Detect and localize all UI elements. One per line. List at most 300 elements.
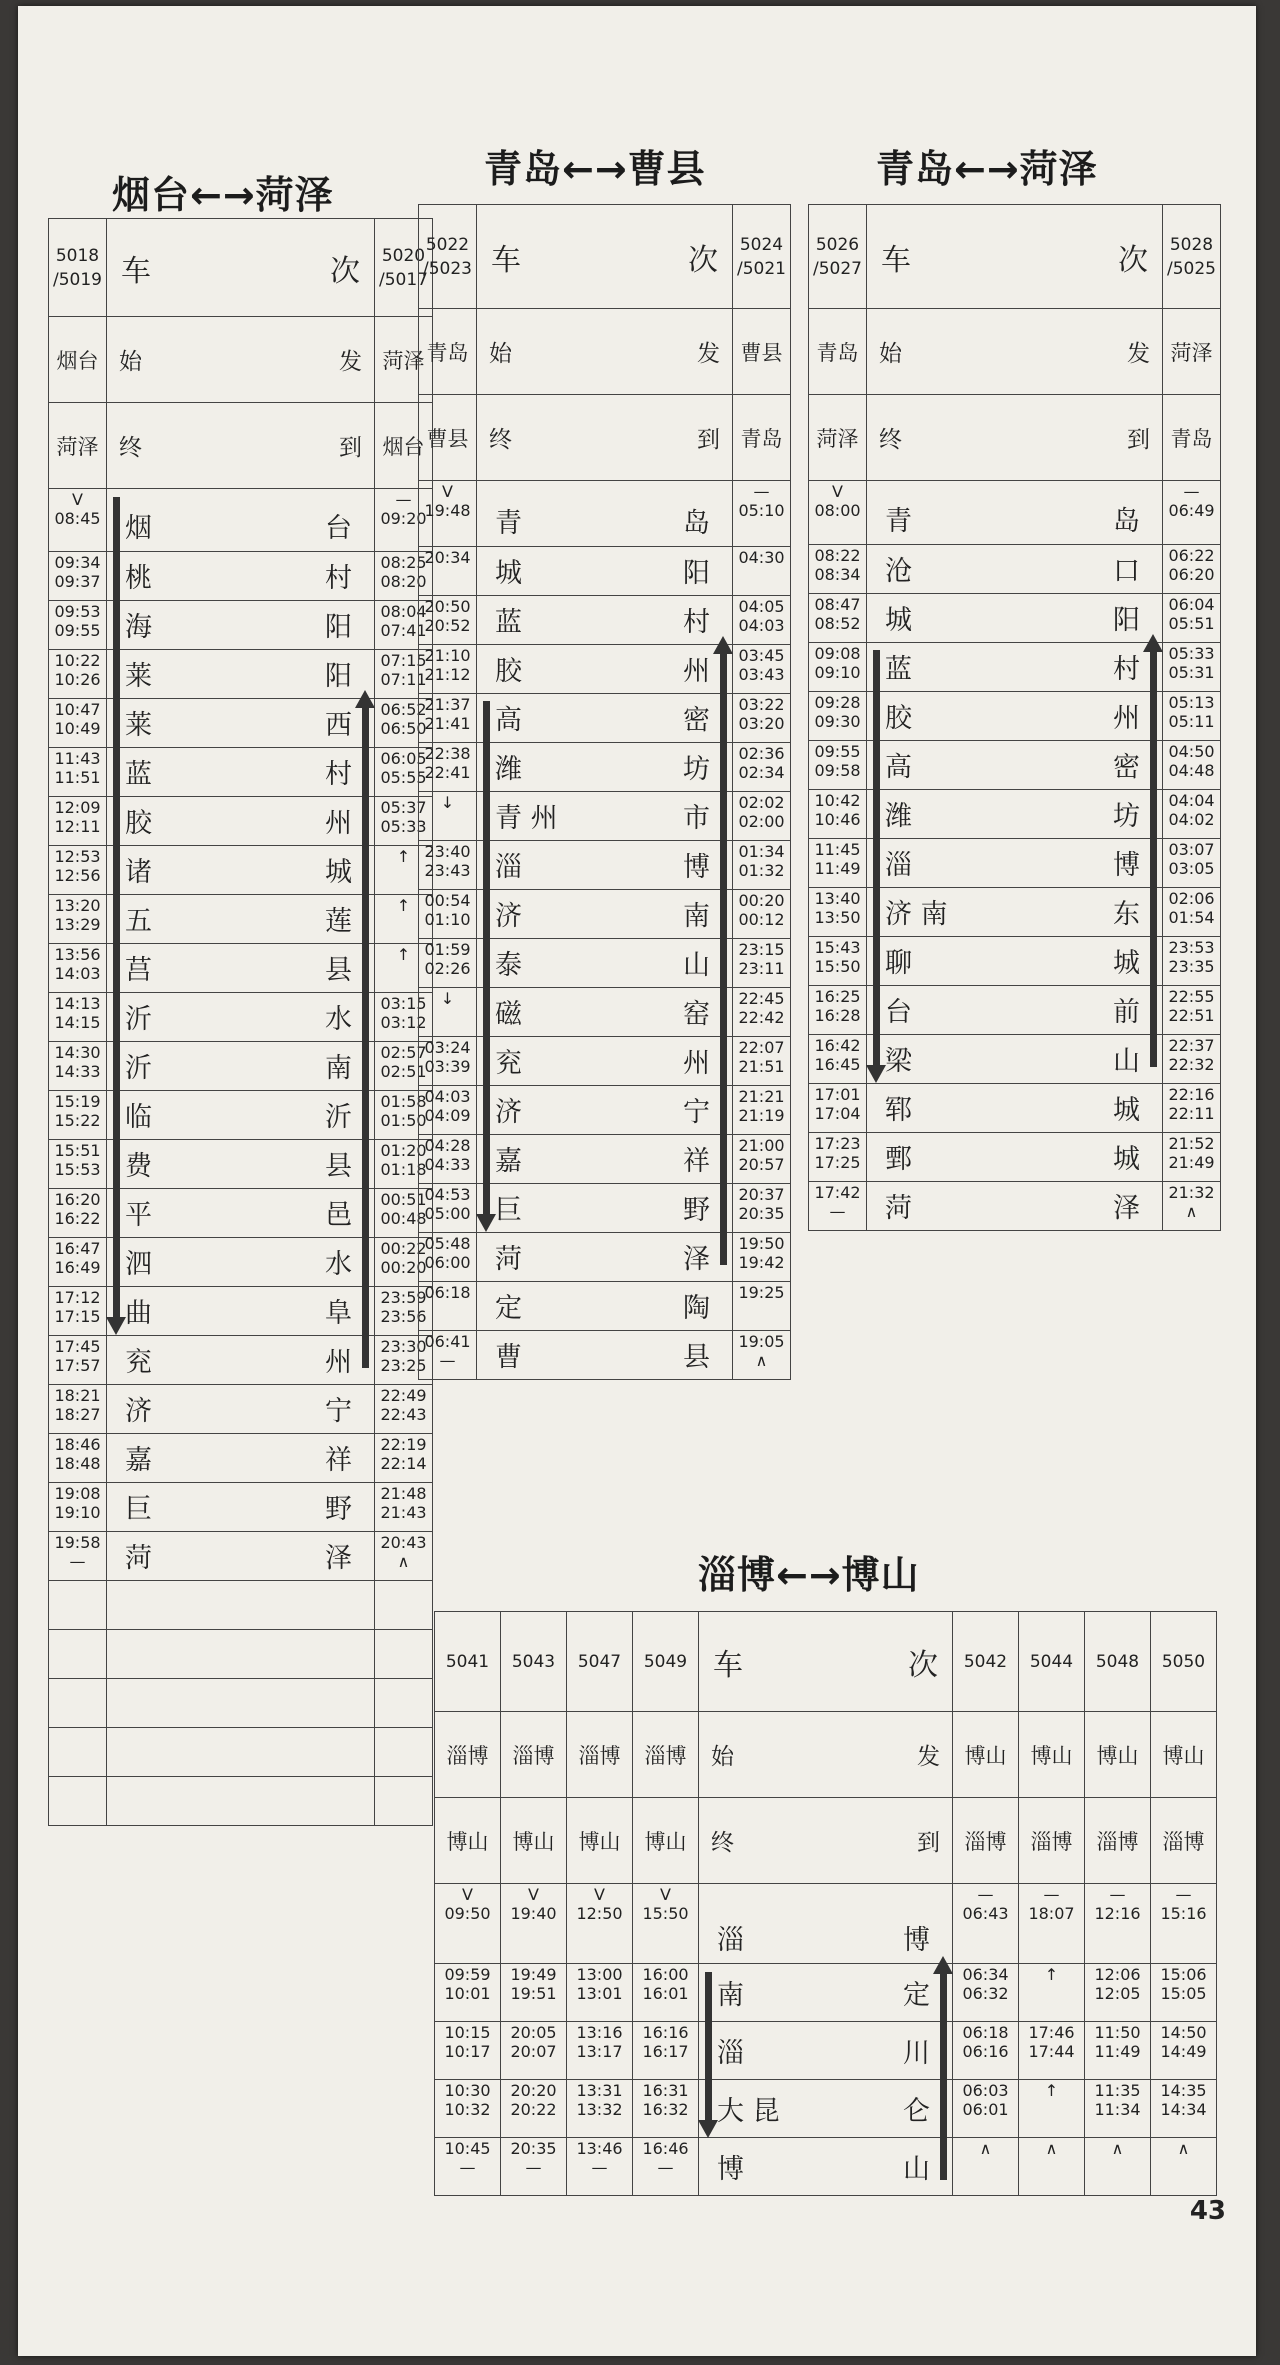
- time-value: 09:58: [814, 760, 861, 780]
- time-value: 04:04: [1168, 790, 1215, 810]
- time-value: 14:13: [54, 993, 101, 1013]
- time-cell-left: [809, 1181, 867, 1230]
- time-value: 16:16: [642, 2023, 689, 2042]
- time-value: 04:30: [738, 547, 785, 567]
- station-name-b: 密: [683, 705, 710, 736]
- station-name: [477, 840, 733, 889]
- station-name-b: 岛: [683, 507, 710, 539]
- destination-row-left-0: [809, 395, 867, 481]
- station-name: [477, 1036, 733, 1085]
- time-value: 01:34: [738, 841, 785, 861]
- time-value: 02:36: [738, 743, 785, 763]
- time-cell-right: [1163, 740, 1221, 789]
- time-value: ∧: [1177, 2139, 1190, 2158]
- time-value: ↑: [1044, 1965, 1059, 1984]
- station-name-a: 聊: [885, 948, 912, 980]
- time-cell-right: [375, 1580, 433, 1629]
- train-number-row: [419, 205, 791, 309]
- time-cell-left: [809, 544, 867, 593]
- time-cell-left: [49, 600, 107, 649]
- station-row: [419, 840, 791, 889]
- train-number-row-label-a: 车: [881, 242, 911, 278]
- time-value: 06:18: [962, 2023, 1009, 2042]
- time-value: 01:50: [380, 1110, 427, 1130]
- time-value: 21:37: [424, 694, 471, 714]
- time-cell-left: [49, 698, 107, 747]
- time-value: 01:20: [380, 1140, 427, 1160]
- time-cell-right: [1151, 2138, 1217, 2196]
- time-value: —: [69, 1551, 86, 1571]
- destination-row-label: [477, 395, 733, 481]
- train-number-row-right-0: [733, 205, 791, 309]
- time-value: 14:34: [1160, 2100, 1207, 2119]
- station-row: [419, 1232, 791, 1281]
- title-qingdao-heze: 青岛←→菏泽: [876, 147, 1098, 191]
- time-cell-right: [1163, 1132, 1221, 1181]
- destination-row-right-0: [733, 395, 791, 481]
- time-value: 01:18: [380, 1159, 427, 1179]
- time-value: 10:22: [54, 650, 101, 670]
- time-value: 21:43: [380, 1502, 427, 1522]
- station-name-b: 阳: [325, 612, 352, 644]
- time-value: 17:57: [54, 1355, 101, 1375]
- station-name-b: 前: [1113, 997, 1140, 1029]
- time-value: —: [829, 1201, 846, 1221]
- time-value: 17:01: [814, 1084, 861, 1104]
- time-cell-right: [375, 1433, 433, 1482]
- station-name: [867, 740, 1163, 789]
- time-value: 03:15: [380, 993, 427, 1013]
- train-number-row-label-a: 车: [713, 1647, 743, 1683]
- timetable-zibo-boshan: [434, 1611, 1217, 2196]
- time-value: 04:05: [738, 596, 785, 616]
- time-value: 04:50: [1168, 741, 1215, 761]
- origin-row-label-b: 发: [1127, 341, 1150, 367]
- origin-row-right-text: 博山: [1096, 1743, 1139, 1768]
- time-value: 22:43: [380, 1404, 427, 1424]
- station-name-b: 陶: [683, 1293, 710, 1324]
- time-value: 10:47: [54, 699, 101, 719]
- time-value: 13:29: [54, 914, 101, 934]
- time-value: 22:41: [424, 762, 471, 782]
- station-name-a: 郓: [885, 1095, 912, 1127]
- origin-row-right-3: [1151, 1712, 1217, 1798]
- station-row: [49, 1580, 433, 1629]
- time-value: 06:34: [962, 1965, 1009, 1984]
- time-cell-left: [49, 1384, 107, 1433]
- train-number-row: [435, 1612, 1217, 1712]
- time-value: 10:15: [444, 2023, 491, 2042]
- time-value: 22:42: [738, 1007, 785, 1027]
- destination-row-left-0: [49, 403, 107, 489]
- time-value: 04:03: [424, 1086, 471, 1106]
- origin-row-label-a: 始: [119, 349, 142, 375]
- time-value: —: [459, 2158, 476, 2177]
- station-row: [419, 546, 791, 595]
- time-value: 23:59: [380, 1287, 427, 1307]
- time-value: 08:34: [814, 564, 861, 584]
- station-row: [49, 1482, 433, 1531]
- origin-row: [809, 309, 1221, 395]
- time-value: —: [439, 1350, 456, 1370]
- time-cell-left: [419, 644, 477, 693]
- time-value: 21:51: [738, 1056, 785, 1076]
- train-number-row-left-2: [567, 1612, 633, 1712]
- time-value: 13:17: [576, 2042, 623, 2061]
- time-cell-left: [633, 2022, 699, 2080]
- time-value: 00:22: [380, 1238, 427, 1258]
- time-value: —: [657, 2158, 674, 2177]
- time-cell-right: [733, 1281, 791, 1330]
- destination-row-left-0: [419, 395, 477, 481]
- direction-arrow-icon: [720, 652, 727, 1265]
- station-name-b: 阳: [325, 661, 352, 693]
- time-value: 08:52: [814, 613, 861, 633]
- time-value: 05:33: [380, 816, 427, 836]
- time-cell-right: [733, 481, 791, 547]
- station-row: [419, 1281, 791, 1330]
- time-value: 12:16: [1094, 1904, 1141, 1923]
- origin-row-right-1: [1019, 1712, 1085, 1798]
- direction-arrow-icon: [1150, 650, 1157, 1067]
- direction-arrow-icon: [705, 1972, 712, 2122]
- origin-row-right-0: [733, 309, 791, 395]
- time-value: 19:05: [738, 1331, 785, 1351]
- time-value: 16:32: [642, 2100, 689, 2119]
- station-name: [477, 1232, 733, 1281]
- origin-row: [49, 317, 433, 403]
- station-name-a: 城: [885, 605, 912, 637]
- time-value: 10:32: [444, 2100, 491, 2119]
- destination-row-right-0: [953, 1798, 1019, 1884]
- time-value: 22:37: [1168, 1035, 1215, 1055]
- time-value: 00:20: [380, 1257, 427, 1277]
- train-number-row-label: [867, 205, 1163, 309]
- time-cell-right: [733, 1183, 791, 1232]
- station-row: [419, 791, 791, 840]
- station-row: [809, 1132, 1221, 1181]
- origin-row: [435, 1712, 1217, 1798]
- station-name-a: 淄: [885, 850, 912, 882]
- time-value: 12:11: [54, 816, 101, 836]
- direction-mark: —: [1183, 482, 1200, 501]
- time-value: 13:01: [576, 1984, 623, 2003]
- time-value: 10:17: [444, 2042, 491, 2061]
- station-name-b: 祥: [325, 1445, 352, 1477]
- station-name-b: 城: [325, 857, 352, 889]
- origin-row-label: [699, 1712, 953, 1798]
- time-cell-right: [1019, 1884, 1085, 1964]
- time-cell-left: [809, 1034, 867, 1083]
- train-number-row-left-text: 5043: [511, 1651, 556, 1672]
- station-name: [699, 2022, 953, 2080]
- station-name-b: 仑: [903, 2096, 930, 2127]
- time-cell-right: [1163, 642, 1221, 691]
- time-value: 09:37: [54, 571, 101, 591]
- station-name: [867, 887, 1163, 936]
- time-cell-left: [49, 1286, 107, 1335]
- time-value: 01:32: [738, 860, 785, 880]
- time-cell-right: [733, 889, 791, 938]
- station-name-a: 菏: [885, 1193, 912, 1225]
- station-name: [107, 1482, 375, 1531]
- station-name: [477, 595, 733, 644]
- time-cell-right: [375, 1629, 433, 1678]
- station-name-b: 岛: [1113, 505, 1140, 537]
- time-cell-right: [1151, 2080, 1217, 2138]
- station-name-a: 胶: [885, 703, 912, 735]
- station-name-b: 州: [1113, 703, 1140, 735]
- time-cell-left: [809, 740, 867, 789]
- time-cell-left: [419, 742, 477, 791]
- destination-row-right-text: 淄博: [1096, 1829, 1139, 1854]
- time-cell-left: [809, 593, 867, 642]
- station-name: [107, 992, 375, 1041]
- time-cell-left: [49, 894, 107, 943]
- direction-mark: —: [753, 482, 770, 501]
- station-name-b: 川: [903, 2038, 930, 2069]
- station-name-a: 济: [125, 1396, 152, 1428]
- time-value: 15:05: [1160, 1984, 1207, 2003]
- time-cell-left: [419, 791, 477, 840]
- time-cell-right: [375, 1678, 433, 1727]
- destination-row-right-text: 烟台: [382, 434, 425, 459]
- time-value: 22:07: [738, 1037, 785, 1057]
- destination-row-right-text: 淄博: [1030, 1829, 1073, 1854]
- station-name: [699, 2138, 953, 2196]
- train-number-row-left-3: [633, 1612, 699, 1712]
- time-value: 06:01: [962, 2100, 1009, 2119]
- time-value: 21:19: [738, 1105, 785, 1125]
- time-value: 18:27: [54, 1404, 101, 1424]
- station-row: [49, 1678, 433, 1727]
- time-value: 05:11: [1168, 711, 1215, 731]
- time-value: 03:07: [1168, 839, 1215, 859]
- time-value: ↓: [440, 792, 455, 812]
- station-name-a: 平: [125, 1200, 152, 1232]
- station-name-a: 淄: [495, 852, 522, 883]
- station-name-b: 南: [325, 1053, 352, 1085]
- time-value: 20:05: [510, 2023, 557, 2042]
- station-row: [49, 1139, 433, 1188]
- station-name-a: 济: [495, 1097, 522, 1128]
- station-name-b: 博: [683, 852, 710, 883]
- time-cell-left: [809, 887, 867, 936]
- time-cell-left: [49, 1727, 107, 1776]
- time-cell-right: [953, 1884, 1019, 1964]
- time-cell-left: [435, 1964, 501, 2022]
- station-name-a: 兖: [125, 1347, 152, 1379]
- time-cell-left: [49, 489, 107, 552]
- time-value: 05:51: [1168, 613, 1215, 633]
- station-row: [419, 1330, 791, 1379]
- time-value: 15:53: [54, 1159, 101, 1179]
- station-name-b: 口: [1113, 556, 1140, 588]
- station-row: [49, 1531, 433, 1580]
- time-value: 03:12: [380, 1012, 427, 1032]
- time-value: 09:28: [814, 692, 861, 712]
- time-cell-left: [435, 2080, 501, 2138]
- time-cell-left: [419, 1183, 477, 1232]
- station-name: [107, 894, 375, 943]
- time-cell-right: [375, 1482, 433, 1531]
- station-name-a: 沂: [125, 1004, 152, 1036]
- station-row: [49, 1776, 433, 1825]
- destination-row-label: [867, 395, 1163, 481]
- time-value: 16:17: [642, 2042, 689, 2061]
- station-name: [477, 1281, 733, 1330]
- station-name-a: 曲: [125, 1298, 152, 1330]
- time-value: 21:41: [424, 713, 471, 733]
- time-value: 05:37: [380, 797, 427, 817]
- station-row: [809, 985, 1221, 1034]
- station-name-b: 村: [683, 607, 710, 638]
- station-name-a: 蓝: [125, 759, 152, 791]
- time-value: 22:19: [380, 1434, 427, 1454]
- station-name: [867, 481, 1163, 545]
- time-value: 21:10: [424, 645, 471, 665]
- train-number-row-right-1: [1019, 1612, 1085, 1712]
- timetable-yantai-heze: [48, 218, 433, 1826]
- origin-row-left-0: [809, 309, 867, 395]
- time-cell-right: [1163, 1083, 1221, 1132]
- train-number-row-label-b: 次: [688, 242, 718, 278]
- time-value: 21:52: [1168, 1133, 1215, 1153]
- time-value: 08:00: [814, 501, 861, 520]
- time-value: 11:35: [1094, 2081, 1141, 2100]
- time-value: 20:35: [738, 1203, 785, 1223]
- direction-mark: V: [594, 1885, 605, 1904]
- station-name: [107, 698, 375, 747]
- time-value: 12:50: [576, 1904, 623, 1923]
- time-cell-left: [633, 2138, 699, 2196]
- title-yantai-heze: 烟台←→菏泽: [112, 173, 334, 217]
- destination-row-left-text: 菏泽: [56, 434, 99, 459]
- station-name: [107, 1237, 375, 1286]
- time-value: 19:48: [424, 501, 471, 520]
- station-name: [867, 1181, 1163, 1230]
- station-row: [809, 1083, 1221, 1132]
- station-row: [49, 1727, 433, 1776]
- station-name-a: 淄: [717, 2038, 744, 2069]
- station-name-a: 蓝: [885, 654, 912, 686]
- station-name: [867, 789, 1163, 838]
- time-cell-left: [419, 1085, 477, 1134]
- time-cell-right: [1163, 593, 1221, 642]
- time-value: 05:10: [738, 501, 785, 520]
- station-row: [419, 742, 791, 791]
- station-name-a: 临: [125, 1102, 152, 1134]
- station-name-b: 泽: [325, 1543, 352, 1575]
- time-value: 16:25: [814, 986, 861, 1006]
- time-cell-right: [1019, 2138, 1085, 2196]
- train-number-row-left-text: 5026 /5027: [813, 234, 862, 279]
- station-name-a: 潍: [885, 801, 912, 833]
- station-name: [107, 845, 375, 894]
- time-value: 22:11: [1168, 1103, 1215, 1123]
- time-cell-right: [953, 2022, 1019, 2080]
- time-value: 07:15: [380, 650, 427, 670]
- time-value: 21:00: [738, 1135, 785, 1155]
- time-value: 00:54: [424, 890, 471, 910]
- time-value: 08:47: [814, 594, 861, 614]
- station-name-b: 沂: [325, 1102, 352, 1134]
- station-name: [867, 936, 1163, 985]
- time-cell-left: [567, 2138, 633, 2196]
- station-name-a: 济: [495, 901, 522, 932]
- station-name-b: 城: [1113, 1095, 1140, 1127]
- time-cell-left: [419, 1036, 477, 1085]
- station-name-a: 青: [495, 507, 522, 539]
- time-cell-right: [733, 693, 791, 742]
- time-value: 06:52: [380, 699, 427, 719]
- time-cell-left: [49, 1335, 107, 1384]
- station-name: [477, 889, 733, 938]
- direction-arrow-icon: [940, 1972, 947, 2180]
- station-row: [435, 1964, 1217, 2022]
- station-name-a: 高: [495, 705, 522, 736]
- time-cell-left: [809, 1083, 867, 1132]
- station-name: [867, 1132, 1163, 1181]
- time-value: 10:26: [54, 669, 101, 689]
- time-value: 19:40: [510, 1904, 557, 1923]
- timetable-page: [18, 6, 1256, 2356]
- station-name-b: 村: [325, 759, 352, 791]
- time-cell-left: [567, 1964, 633, 2022]
- station-name-a: 青 州: [495, 803, 558, 834]
- time-value: 15:51: [54, 1140, 101, 1160]
- train-number-row-label-a: 车: [491, 242, 521, 278]
- destination-row-right-text: 淄博: [1162, 1829, 1205, 1854]
- train-number-row-label-b: 次: [908, 1647, 938, 1683]
- station-name-b: 县: [683, 1342, 710, 1373]
- time-value: 17:45: [54, 1336, 101, 1356]
- origin-row-right-2: [1085, 1712, 1151, 1798]
- time-value: 02:00: [738, 811, 785, 831]
- station-row: [419, 987, 791, 1036]
- time-value: 05:00: [424, 1203, 471, 1223]
- direction-mark: —: [1175, 1885, 1192, 1904]
- station-name-a: 高: [885, 752, 912, 784]
- time-value: 23:43: [424, 860, 471, 880]
- time-cell-right: [1085, 2022, 1151, 2080]
- time-value: 06:43: [962, 1904, 1009, 1923]
- time-value: 03:20: [738, 713, 785, 733]
- time-cell-right: [733, 1036, 791, 1085]
- station-row: [49, 845, 433, 894]
- station-row: [49, 796, 433, 845]
- station-name-b: 南: [683, 901, 710, 932]
- time-value: 19:42: [738, 1252, 785, 1272]
- station-name-a: 兖: [495, 1048, 522, 1079]
- station-row: [809, 789, 1221, 838]
- time-value: 09:53: [54, 601, 101, 621]
- train-number-row-left-text: 5022 /5023: [423, 234, 472, 279]
- train-number-row-right-text: 5044: [1029, 1651, 1074, 1672]
- train-number-row-left-text: 5047: [577, 1651, 622, 1672]
- time-value: ↑: [1044, 2081, 1059, 2100]
- time-cell-left: [633, 1964, 699, 2022]
- time-cell-left: [419, 938, 477, 987]
- time-value: 10:45: [444, 2139, 491, 2158]
- time-cell-right: [733, 546, 791, 595]
- time-value: 11:49: [814, 858, 861, 878]
- time-value: 06:00: [424, 1252, 471, 1272]
- station-row: [435, 2080, 1217, 2138]
- direction-arrow-icon: [873, 650, 880, 1067]
- station-row: [49, 1629, 433, 1678]
- time-value: 09:55: [814, 741, 861, 761]
